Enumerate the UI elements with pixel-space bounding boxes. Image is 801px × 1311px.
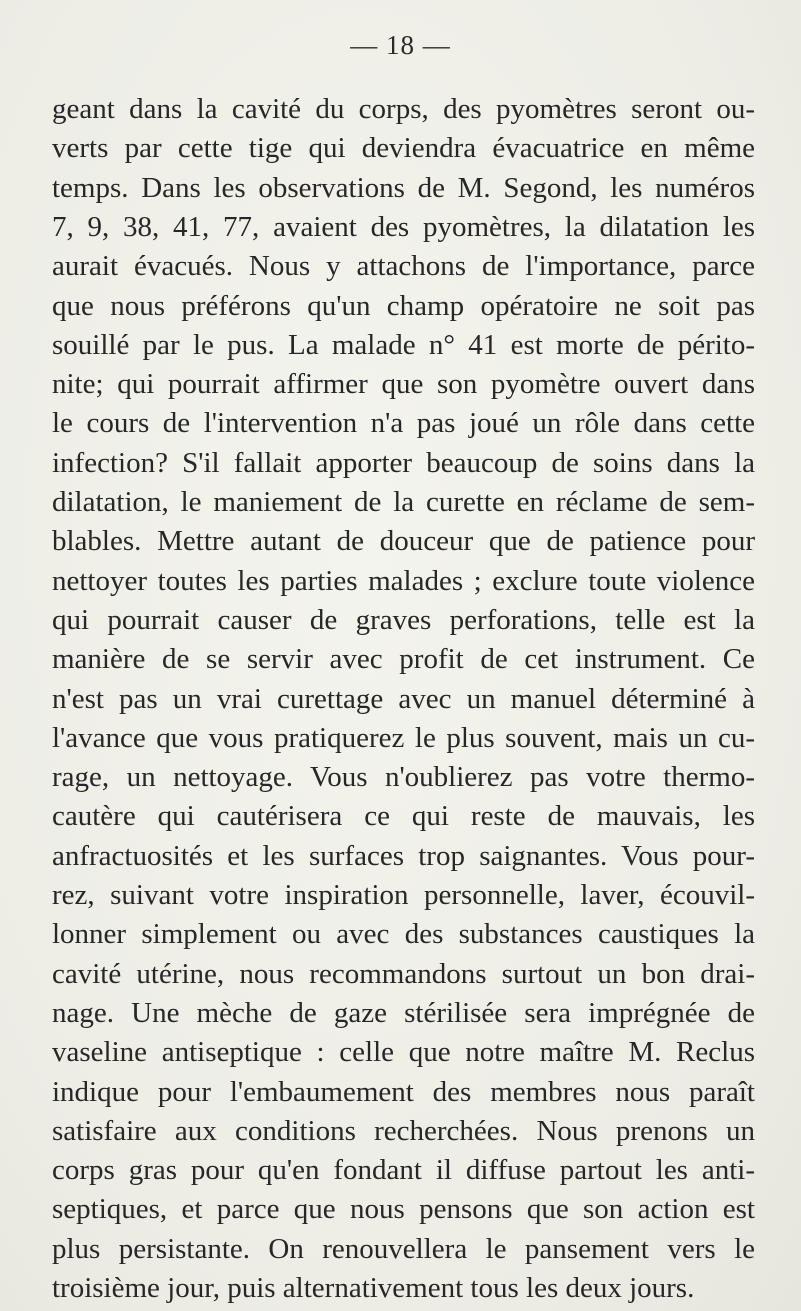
text-line: que nous préférons qu'un champ opératoire ne soit pas [52,289,755,322]
text-line: plus persistante. On renouvellera le pansement vers le [52,1232,755,1265]
text-line: n'est pas un vrai curettage avec un manuel déterminé à [52,682,755,715]
text-line: nage. Une mèche de gaze stérilisée sera imprégnée de [52,996,755,1029]
text-line: 7, 9, 38, 41, 77, avaient des pyomètres, la dilatation les [52,210,755,243]
text-line: anfractuosités et les surfaces trop saignantes. Vous pour- [52,839,755,872]
text-line: satisfaire aux conditions recherchées. Nous prenons un [52,1114,755,1147]
text-line: vaseline antiseptique : celle que notre maître M. Reclus [52,1036,755,1069]
text-line: lonner simplement ou avec des substances caustiques la [52,918,755,951]
text-line: nite; qui pourrait affirmer que son pyomètre ouvert dans [52,368,755,401]
text-line: verts par cette tige qui deviendra évacuatrice en même [52,132,755,165]
text-line: cavité utérine, nous recommandons surtout un bon drai- [52,957,755,990]
text-line: troisième jour, puis alternativement tous les deux jours. [52,1272,695,1304]
text-line: manière de se servir avec profit de cet instrument. Ce [52,643,755,676]
text-line: rez, suivant votre inspiration personnelle, laver, écouvil- [52,879,755,911]
text-line: nettoyer toutes les parties malades ; exclure toute violence [52,564,755,597]
text-line: geant dans la cavité du corps, des pyomètres seront ou- [52,93,755,125]
text-line: souillé par le pus. La malade n° 41 est morte de périto- [52,328,755,361]
text-line: cautère qui cautérisera ce qui reste de mauvais, les [52,800,755,833]
text-line: aurait évacués. Nous y attachons de l'importance, parce [52,250,755,283]
text-line: blables. Mettre autant de douceur que de patience pour [52,525,755,558]
text-line: dilatation, le maniement de la curette en réclame de sem- [52,486,755,518]
text-line: l'avance que vous pratiquerez le plus souvent, mais un cu- [52,721,755,754]
text-line: indique pour l'embaumement des membres nous paraît [52,1075,755,1108]
page-number: — 18 — [350,30,451,60]
text-line: temps. Dans les observations de M. Segond, les numéros [52,171,755,204]
text-line: qui pourrait causer de graves perforations, telle est la [52,603,755,636]
text-line: corps gras pour qu'en fondant il diffuse partout les anti- [52,1154,755,1187]
text-line: le cours de l'intervention n'a pas joué un rôle dans cette [52,407,755,440]
text-line: infection? S'il fallait apporter beaucoup de soins dans la [52,446,755,479]
text-line: septiques, et parce que nous pensons que son action est [52,1193,755,1226]
text-line: rage, un nettoyage. Vous n'oublierez pas votre thermo- [52,761,755,794]
